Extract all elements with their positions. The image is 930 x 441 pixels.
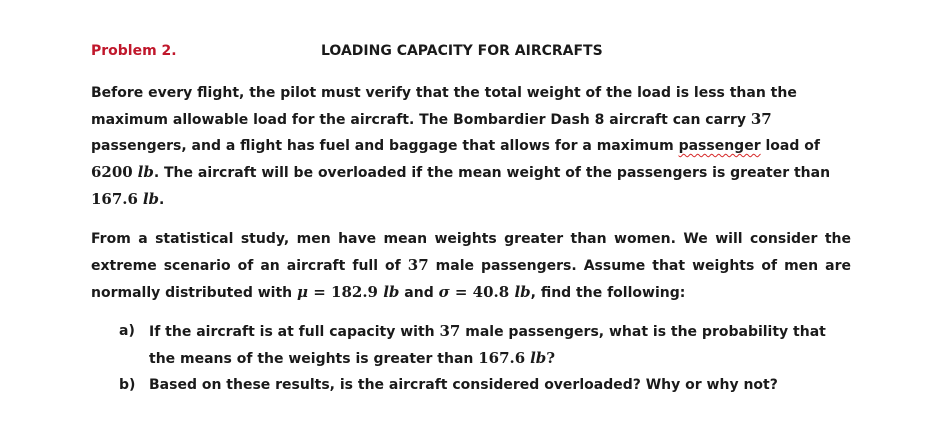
scenario-paragraph	[91, 226, 851, 306]
unit-lb: lb	[383, 283, 400, 301]
passenger-count: 37	[407, 256, 429, 274]
threshold-value: 167.6	[91, 190, 138, 208]
text-run: From a statistical study, men have mean weights greater than women. We will consider the extreme scenario of an aircraft full of	[91, 231, 851, 274]
unit-lb: lb	[514, 283, 531, 301]
text-run: . The aircraft will be overloaded if the mean weight of the passengers is greater than	[153, 165, 831, 181]
problem-document	[91, 40, 851, 398]
text-run: If the aircraft is at full capacity with	[149, 324, 440, 340]
text-run: load of	[760, 138, 820, 154]
text-run: male passengers. Assume that weights of men are normally distributed with	[91, 258, 851, 301]
question-text: Based on these results, is the aircraft considered overloaded? Why or why not?	[149, 377, 778, 393]
text-run: and	[399, 285, 439, 301]
text-run: Before every flight, the pilot must verify that the total weight of the load is less than the maximum allowable load for the aircraft. The Bombardier Dash 8 aircraft can carry	[91, 85, 797, 128]
spellcheck-underlined-word: passenger	[678, 138, 761, 154]
question-mark: ?	[546, 349, 556, 367]
question-marker: b)	[119, 377, 136, 393]
sigma-symbol: σ	[438, 283, 450, 301]
text-run: , find the following:	[530, 285, 686, 301]
mu-symbol: μ	[297, 283, 308, 301]
question-item	[119, 372, 829, 398]
passenger-count: 37	[750, 110, 772, 128]
unit-lb: lb	[530, 349, 547, 367]
max-load-value: 6200	[91, 163, 133, 181]
problem-header	[91, 40, 851, 64]
question-item	[119, 318, 829, 372]
unit-lb: lb	[142, 190, 160, 208]
intro-paragraph	[91, 80, 851, 213]
text-run: .	[159, 192, 165, 208]
problem-number-label: Problem 2.	[91, 43, 177, 59]
text-run: passengers, and a flight has fuel and baggage that allows for a maximum	[91, 138, 679, 154]
sigma-value: = 40.8	[449, 283, 515, 301]
mu-value: = 182.9	[308, 283, 384, 301]
problem-title: LOADING CAPACITY FOR AIRCRAFTS	[321, 43, 603, 59]
text-run: male passengers, what is the probability that the means of the weights is greater than	[149, 324, 826, 367]
question-list	[91, 318, 851, 398]
threshold-value: 167.6	[478, 349, 526, 367]
passenger-count: 37	[439, 322, 461, 340]
unit-lb: lb	[137, 163, 154, 181]
question-marker: a)	[119, 323, 135, 339]
